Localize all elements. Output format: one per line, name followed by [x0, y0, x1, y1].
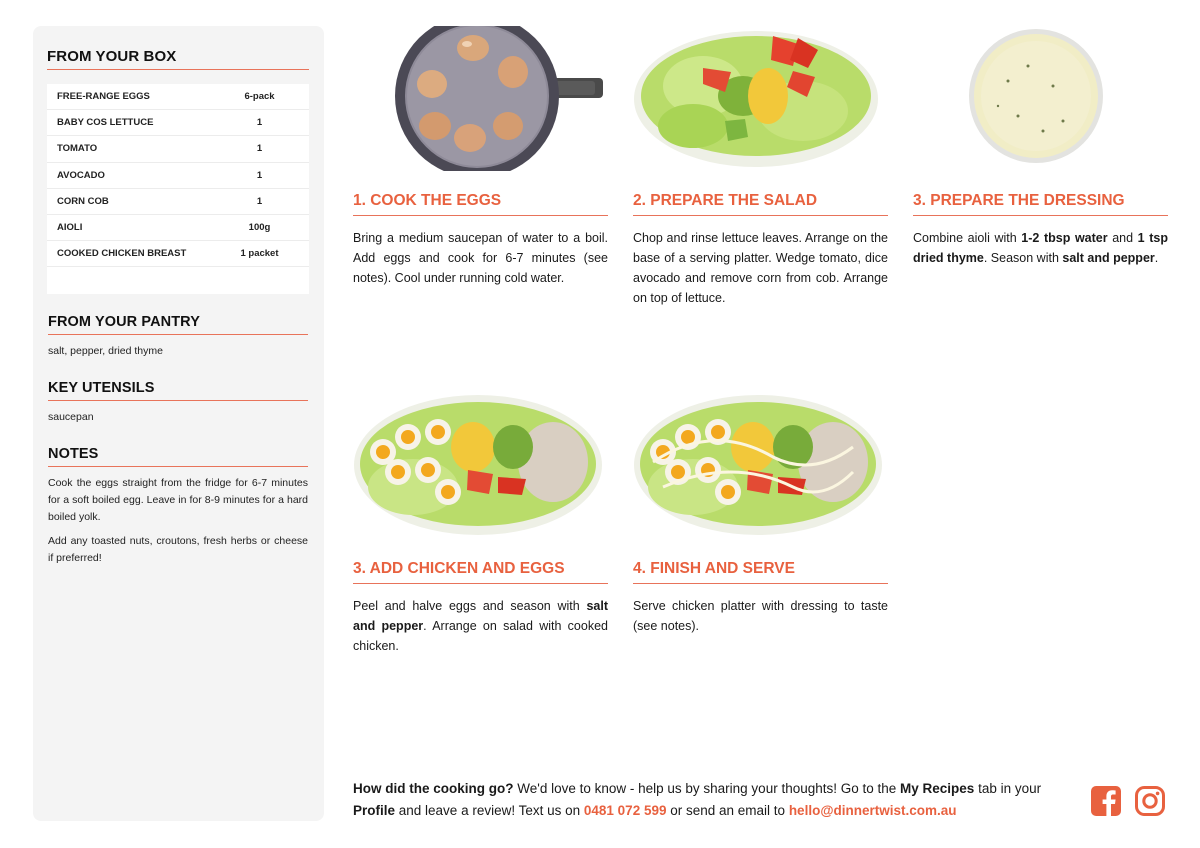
notes-heading: NOTES [48, 446, 308, 467]
facebook-icon[interactable] [1090, 785, 1122, 817]
step-3-text: Combine aioli with 1-2 tbsp water and 1 tsp dried thyme. Season with salt and pepper. [913, 231, 1168, 265]
instagram-icon[interactable] [1134, 785, 1166, 817]
ingredients-sidebar [33, 26, 324, 821]
saucepan-eggs-image [395, 26, 605, 171]
dressing-bowl-image [968, 26, 1104, 171]
feedback-footer: How did the cooking go? We'd love to know - help us by sharing your thoughts! Go to the My Recipes tab in your Profile and leave a review! Text us on 0481 072 599 or send an email to hello@dinnertwist.com.au [353, 781, 1042, 818]
finished-salad-image [633, 392, 883, 538]
step-5-title: 4. FINISH AND SERVE [633, 560, 888, 584]
ingredient-name: AVOCADO [57, 169, 105, 181]
my-recipes-label: My Recipes [900, 781, 975, 796]
box-ingredients-table [47, 84, 309, 294]
salad-base-image [633, 26, 879, 171]
ingredient-qty: 1 [256, 117, 263, 129]
ingredient-name: FREE-RANGE EGGS [57, 91, 150, 103]
email-link[interactable]: hello@dinnertwist.com.au [788, 803, 957, 818]
utensils-heading: KEY UTENSILS [48, 380, 308, 401]
ingredient-qty: 6-pack [244, 91, 275, 103]
ingredient-qty: 100g [248, 222, 271, 234]
step-5-text: Serve chicken platter with dressing to taste (see notes). [633, 599, 888, 633]
ingredient-qty: 1 [256, 143, 263, 155]
ingredient-name: COOKED CHICKEN BREAST [57, 248, 187, 260]
note-paragraph: Add any toasted nuts, croutons, fresh herbs or cheese if preferred! [48, 535, 308, 564]
table-row [47, 163, 309, 189]
utensils-text: saucepan [48, 411, 94, 423]
step-1-text: Bring a medium saucepan of water to a boil. Add eggs and cook for 6-7 minutes (see notes). Cool under running cold water. [353, 231, 608, 285]
pantry-heading: FROM YOUR PANTRY [48, 314, 308, 335]
step-2-text: Chop and rinse lettuce leaves. Arrange on the base of a serving platter. Wedge tomato, dice avocado and remove corn from cob. Arrange on top of lettuce. [633, 231, 888, 305]
step-1-title: 1. COOK THE EGGS [353, 192, 608, 216]
phone-link[interactable]: 0481 072 599 [583, 803, 667, 818]
table-row [47, 110, 309, 136]
ingredient-name: BABY COS LETTUCE [57, 117, 154, 129]
profile-label: Profile [353, 803, 396, 818]
step-3-title: 3. PREPARE THE DRESSING [913, 192, 1168, 216]
step-4-title: 3. ADD CHICKEN AND EGGS [353, 560, 608, 584]
note-paragraph: Cook the eggs straight from the fridge for 6-7 minutes for a soft boiled egg. Leave in for 8-9 minutes for a hard boiled yolk. [48, 477, 308, 523]
ingredient-qty: 1 [256, 169, 263, 181]
pantry-text: salt, pepper, dried thyme [48, 345, 163, 357]
step-2-title: 2. PREPARE THE SALAD [633, 192, 888, 216]
ingredient-name: AIOLI [57, 222, 83, 234]
ingredient-name: TOMATO [57, 143, 98, 155]
salad-chicken-eggs-image [353, 392, 603, 538]
ingredient-qty: 1 [256, 195, 263, 207]
table-row [47, 241, 309, 267]
step-4-text: Peel and halve eggs and season with salt and pepper. Arrange on salad with cooked chicken. [353, 599, 608, 653]
ingredient-name: CORN COB [57, 195, 109, 207]
table-row [47, 84, 309, 110]
utensils-section [48, 380, 308, 426]
from-your-box-heading: FROM YOUR BOX [47, 48, 309, 70]
table-row [47, 189, 309, 215]
table-row [47, 215, 309, 241]
ingredient-qty: 1 packet [240, 248, 279, 260]
notes-section [48, 446, 308, 567]
feedback-question: How did the cooking go? [353, 781, 514, 796]
table-row [47, 136, 309, 162]
pantry-section [48, 314, 308, 360]
